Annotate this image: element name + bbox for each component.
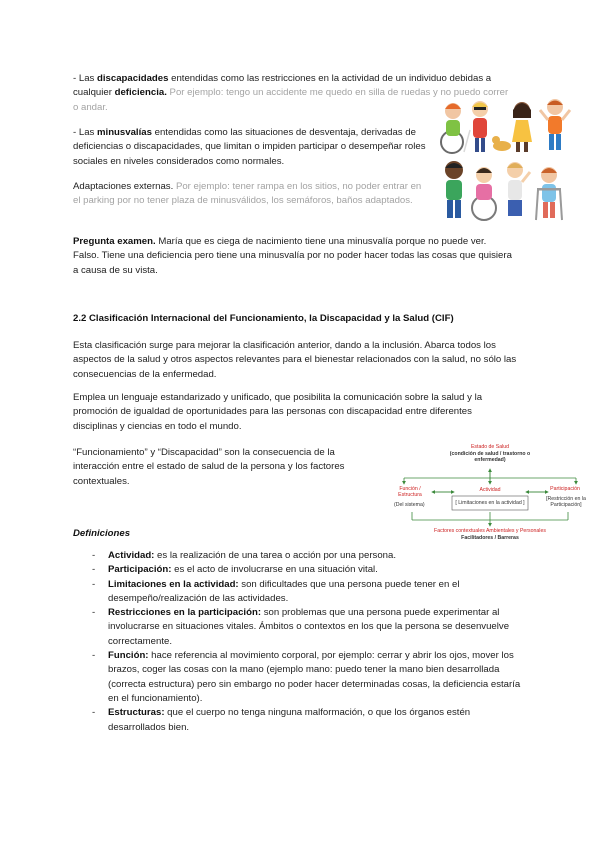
section-paragraph-2: Emplea un lenguaje estandarizado y unificado, que posibilita la comunicación sobre la salud y la promoción de igualdad de oportunidades para las personas con discapacidad entre diferentes disciplinas y ciencias en todo el mundo. [73,392,483,432]
paragraph-adaptaciones [73,180,425,209]
definition-item: - Estructuras: que el cuerpo no tenga ninguna malformación, o que los órganos estén desarrollados bien. [92,707,471,733]
child-girl-icon [512,102,532,152]
definitions-heading: Definiciones [73,528,131,539]
definition-text: es el acto de involucrarse en una situación vital. [171,564,378,576]
diagram-funcion: Función / Estructura [398,486,422,499]
definition-term: Restricciones en la participación: [108,607,262,619]
diagram-estado-salud: Estado de Salud [470,444,510,450]
diagram-funcion-desc: (Del sistema) [394,502,425,508]
definition-text: es la realización de una tarea o acción por una persona. [154,550,396,561]
definition-term: Participación: [108,564,172,576]
definition-item: - Actividad: es la realización de una tarea o acción por una persona. [92,550,396,561]
child-blind-icon [464,101,488,152]
text: - Las [73,73,97,84]
diagram-limitaciones: [ Limitaciones en la actividad ] [455,500,525,506]
text: entendidas como las restricciones en la actividad de un individuo debidas a cualquier [73,73,492,99]
term-minusvalias: minusvalías [97,127,152,138]
adaptaciones-lead: Adaptaciones externas. [73,181,174,192]
term-deficiencia: deficiencia. [114,87,167,99]
section-heading: 2.2 Clasificación Internacional del Funcionamiento, la Discapacidad y la Salud (CIF) [73,313,454,324]
child-jumping-icon [540,99,570,150]
definition-term: Actividad: [108,550,155,561]
definition-term: Limitaciones en la actividad: [108,578,239,590]
child-boy-icon [445,161,463,218]
definitions-list [92,549,522,735]
child-waving-icon [507,162,530,216]
definition-item: - Participación: es el acto de involucrarse en una situación vital. [92,564,378,576]
definition-item: - Restricciones en la participación: son problemas que una persona puede experimentar al involucrarse en situaciones vitales. Ámbitos o contextos en los que la persona se desenvuelve correctamente. [92,607,510,647]
child-wheelchair-icon [441,103,463,153]
diagram-restriccion: [Restricción en la Participación] [546,496,586,509]
paragraph-pregunta-examen [73,235,513,278]
example-text: Por ejemplo: tener rampa en los sitios, no poder entrar en el parking por no tener plaza de minusválidos, los semáforos, baños adaptados. [73,181,422,207]
definition-text: hace referencia al movimiento corporal, por ejemplo: cerrar y abrir los ojos, mover los brazos, coger las cosas con la mano (ejemplo mano: puedo tener la mano bien desarrollada (correcta estructura) pero sin embargo no poder hacer determinadas cosas, la deficiencia estaría en el funcionamiento). [108,650,521,704]
definition-item: - Función: hace referencia al movimiento corporal, por ejemplo: cerrar y abrir los ojos, mover los brazos, coger las cosas con la mano (ejemplo mano: puedo tener la mano bien desarrollada (correcta estructura) pero sin embargo no poder hacer determinadas cosas, la deficiencia estaría en el funcionamiento). [92,650,521,704]
definition-text: son problemas que una persona puede experimentar al involucrarse en situaciones vitales. Ámbitos o contextos en los que la persona se desenvuelve correctamente. [108,607,510,647]
text: entendidas como las situaciones de desventaja, derivadas de deficiencias o discapacidades, que limitan o impiden participar o desempeñar roles sociales en niveles considerados como normales. [73,127,426,167]
example-text: Por ejemplo: tengo un accidente me quedo en silla de ruedas y no puedo correr o andar. [73,87,509,113]
section-paragraph-3: “Funcionamiento” y “Discapacidad” son la consecuencia de la interacción entre el estado de salud de la persona y los factores contextuales. [73,447,345,487]
child-wheelchair-2-icon [472,167,496,220]
definition-text: son dificultades que una persona puede tener en el desempeño/realización de las actividades. [108,578,460,604]
definition-item: - Limitaciones en la actividad: son dificultades que una persona puede tener en el desempeño/realización de las actividades. [92,578,460,604]
diagram-participacion: Participación [550,486,580,492]
diagram-facilitadores: Facilitadores / Barreras [461,535,519,541]
paragraph-minusvalias [73,126,433,169]
cif-diagram [392,440,588,544]
definition-term: Estructuras: [108,707,165,719]
children-diversity-illustration [438,96,576,224]
text: María que es ciega de nacimiento tiene una minusvalía porque no puede ver. Falso. Tiene una deficiencia pero tiene una minusvalía por no poder hacer todas las cosas que quisiera a causa de su vista. [73,236,512,276]
term-discapacidades: discapacidades [97,73,169,84]
diagram-factores: Factores contextuales Ambientales y Personales [434,528,546,534]
text: - Las [73,127,97,138]
child-walker-icon [536,167,562,220]
section-paragraph-1: Esta clasificación surge para mejorar la clasificación anterior, dando a la inclusión. Abarca todos los aspectos de la salud y otros aspectos relevantes para el bienestar relacionados con la salud, no sólo las consecuencias de la enfermedad. [73,340,517,380]
pregunta-lead: Pregunta examen. [73,236,156,247]
definition-text: que el cuerpo no tenga ninguna malformación, o que los órganos estén desarrollados bien. [108,707,471,733]
diagram-estado-salud-desc: (condición de salud / trastorno o enfermedad) [449,451,531,464]
guide-dog-icon [492,136,511,151]
diagram-actividad: Actividad [479,487,501,493]
definition-term: Función: [108,650,149,662]
